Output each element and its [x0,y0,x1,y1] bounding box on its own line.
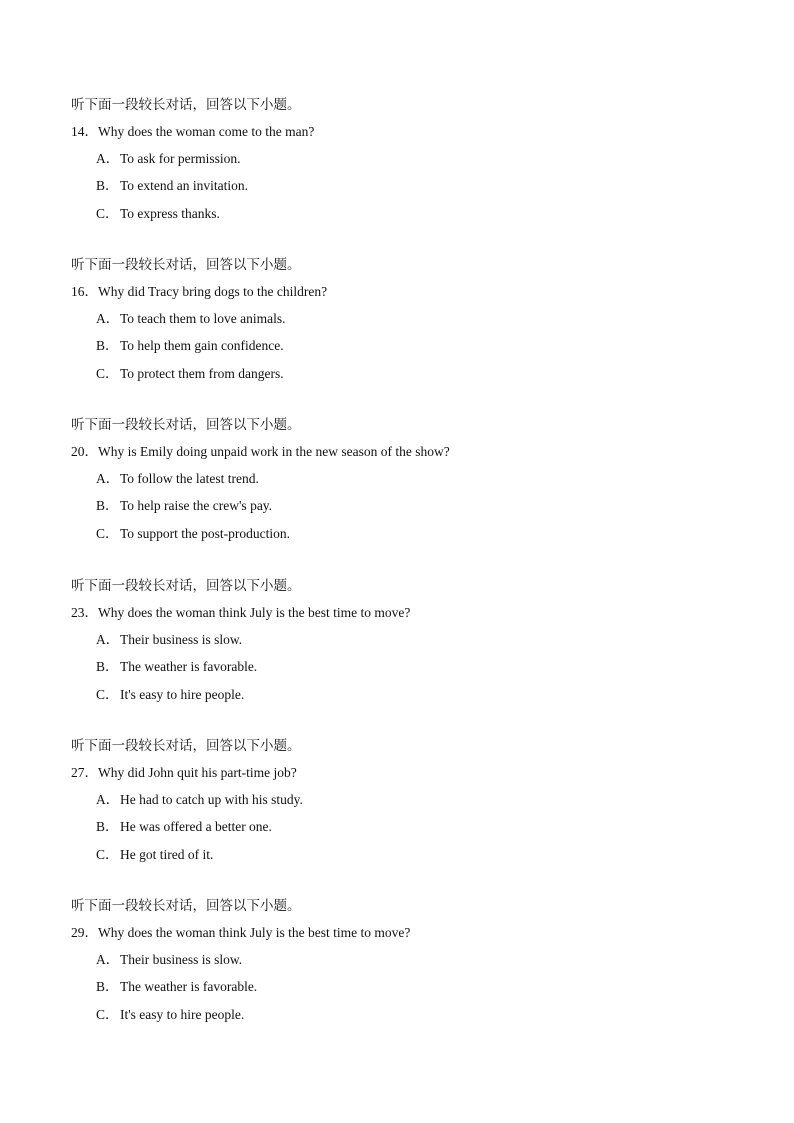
option-b [96,819,272,835]
option-c [96,1007,244,1023]
option-b [96,338,284,354]
option-text: Their business is slow. [120,632,243,647]
option-a [96,952,242,968]
instruction-text: 听下面一段较长对话，回答以下小题。 [71,738,301,753]
option-text: To ask for permission. [120,151,241,166]
question-text: 27．Why did John quit his part-time job? [71,765,297,780]
option-text: He had to catch up with his study. [120,792,303,807]
option-letter: C． [96,1007,119,1022]
option-text: To help them gain confidence. [120,338,284,353]
option-b [96,659,257,675]
option-letter: A． [96,632,120,647]
option-text: The weather is favorable. [120,979,258,994]
option-b [96,979,257,995]
option-a [96,311,286,327]
option-letter: A． [96,952,120,967]
option-letter: C． [96,687,119,702]
option-letter: B． [96,659,119,674]
instruction-text: 听下面一段较长对话，回答以下小题。 [71,417,301,432]
option-letter: B． [96,498,119,513]
option-c [96,206,220,222]
option-letter: B． [96,819,119,834]
option-letter: C． [96,366,119,381]
question-text: 23．Why does the woman think July is the best time to move? [71,605,411,620]
option-text: He was offered a better one. [120,819,272,834]
option-a [96,792,303,808]
option-c [96,687,244,703]
option-a [96,151,241,167]
option-c [96,847,213,863]
instruction-text: 听下面一段较长对话，回答以下小题。 [71,97,301,112]
instruction-text: 听下面一段较长对话，回答以下小题。 [71,898,301,913]
option-letter: B． [96,979,119,994]
question-text: 20．Why is Emily doing unpaid work in the new season of the show? [71,444,450,459]
option-a [96,471,259,487]
option-text: To protect them from dangers. [120,366,284,381]
instruction-text: 听下面一段较长对话，回答以下小题。 [71,578,301,593]
option-letter: A． [96,311,120,326]
option-c [96,526,290,542]
question-text: 29．Why does the woman think July is the best time to move? [71,925,411,940]
option-c [96,366,284,382]
option-text: Their business is slow. [120,952,243,967]
option-letter: A． [96,151,120,166]
question-text: 14．Why does the woman come to the man? [71,124,315,139]
option-text: To follow the latest trend. [120,471,259,486]
option-text: To extend an invitation. [120,178,249,193]
option-letter: C． [96,847,119,862]
option-a [96,632,242,648]
option-text: To support the post-production. [120,526,291,541]
option-b [96,178,248,194]
question-text: 16．Why did Tracy bring dogs to the children? [71,284,328,299]
option-letter: A． [96,792,120,807]
option-letter: A． [96,471,120,486]
option-letter: C． [96,206,119,221]
option-letter: C． [96,526,119,541]
option-text: The weather is favorable. [120,659,258,674]
option-b [96,498,272,514]
option-text: It's easy to hire people. [120,1007,245,1022]
option-text: He got tired of it. [120,847,214,862]
option-text: It's easy to hire people. [120,687,245,702]
option-letter: B． [96,178,119,193]
instruction-text: 听下面一段较长对话，回答以下小题。 [71,257,301,272]
option-letter: B． [96,338,119,353]
option-text: To help raise the crew's pay. [120,498,273,513]
option-text: To express thanks. [120,206,220,221]
option-text: To teach them to love animals. [120,311,286,326]
